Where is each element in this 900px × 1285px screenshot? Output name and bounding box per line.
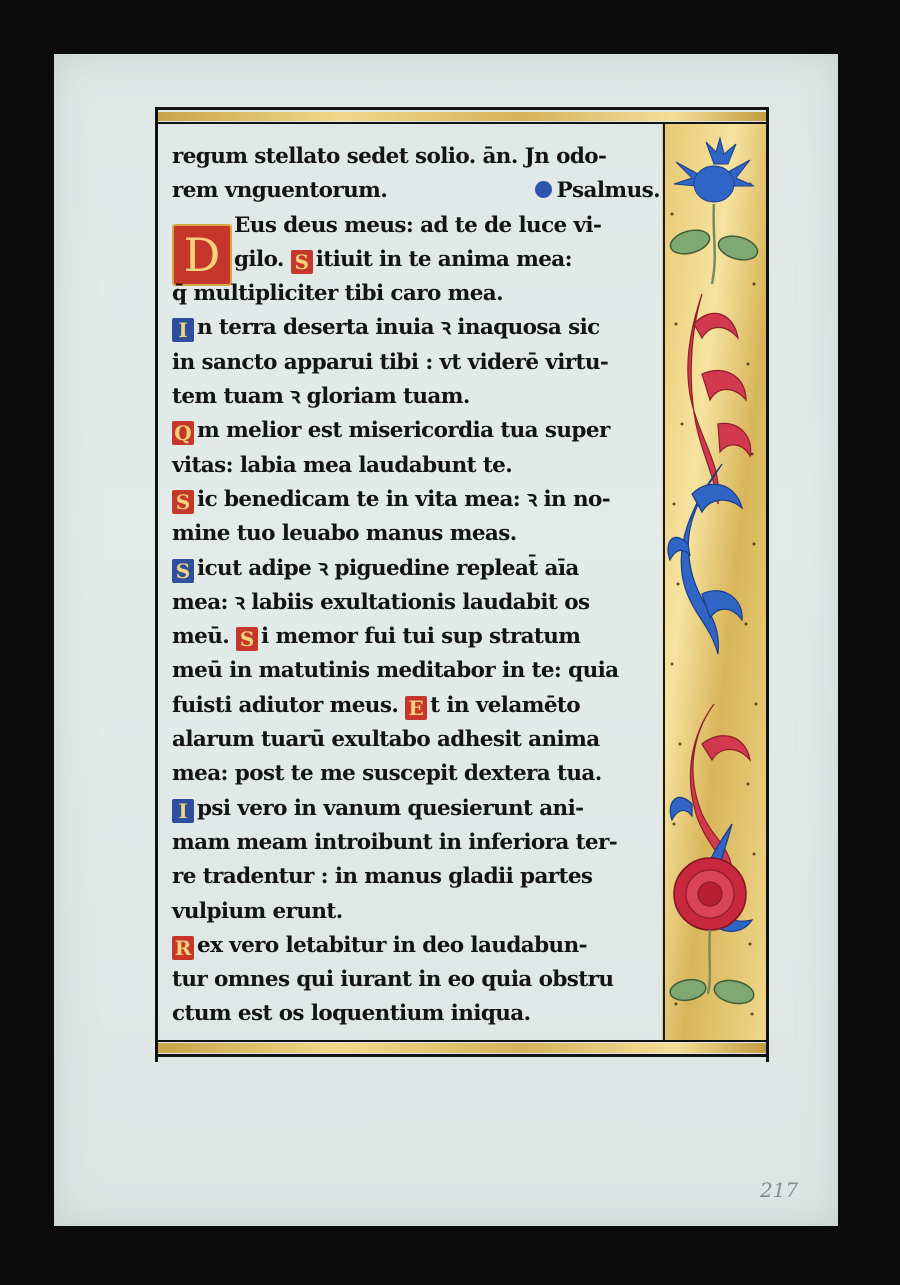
line-text: vulpium erunt. [172, 898, 343, 924]
text-line [172, 860, 660, 894]
line-text: mea: ꝛ labiis exultationis laudabit os [172, 589, 590, 615]
frame-bottom-inner-rule [155, 1040, 769, 1042]
line-text: re tradentur : in manus gladii partes [172, 864, 593, 890]
line-text: m melior est misericordia tua super [197, 418, 610, 444]
line-text-2: i memor fui tui sup stratum [261, 624, 581, 650]
rubric-initial-r: R [172, 936, 194, 960]
text-line [172, 174, 660, 208]
text-line [172, 929, 660, 963]
frame-left-rule [155, 107, 158, 1062]
text-line [172, 243, 660, 277]
line-text: Eus deus meus: ad te de luce vi‑ [234, 212, 602, 238]
rubric-initial-i: I [172, 799, 194, 823]
text-line [172, 517, 660, 551]
gold-bottom-band [158, 1043, 766, 1053]
line-text: in sancto apparui tibi : vt viderē virtu‑ [172, 349, 609, 375]
frame-right-rule [766, 107, 769, 1062]
text-line [172, 757, 660, 791]
line-text: psi vero in vanum quesierunt ani‑ [197, 795, 584, 821]
text-line [172, 689, 660, 723]
line-text: q̄ multipliciter tibi caro mea. [172, 281, 504, 307]
paragraph-mark-icon [535, 181, 552, 198]
text-line [172, 723, 660, 757]
line-text-2: t in velamēto [430, 692, 580, 718]
line-text: n terra deserta inuia ꝛ inaquosa sic [197, 315, 600, 341]
line-text: alarum tuarū exultabo adhesit anima [172, 727, 600, 753]
text-line [172, 620, 660, 654]
text-line [172, 346, 660, 380]
line-text: tem tuam ꝛ gloriam tuam. [172, 384, 470, 410]
text-line [172, 483, 660, 517]
line-text: ex vero letabitur in deo laudabun‑ [197, 932, 587, 958]
text-line [172, 140, 660, 174]
rubric-initial-q: Q [172, 421, 194, 445]
line-text: meū. [172, 624, 230, 650]
rubric-initial-i: I [172, 318, 194, 342]
line-text: mine tuo leuabo manus meas. [172, 521, 517, 547]
gold-top-band [158, 112, 766, 121]
frame-top-rule [155, 107, 769, 110]
floral-border-panel [662, 124, 766, 1040]
text-line [172, 449, 660, 483]
rubric-initial-s: S [291, 250, 313, 274]
text-line [172, 826, 660, 860]
line-text-2: itiuit in te anima mea: [315, 246, 572, 272]
rubric-initial-s: S [172, 490, 194, 514]
text-line [172, 414, 660, 448]
line-text: fuisti adiutor meus. [172, 692, 399, 718]
line-text: tur omnes qui iurant in eo quia obstru [172, 967, 614, 993]
line-text: meū in matutinis meditabor in te: quia [172, 658, 619, 684]
rubric-initial-s: S [172, 559, 194, 583]
text-line [172, 997, 660, 1031]
text-line [172, 654, 660, 688]
line-text: rem vnguentorum. [172, 178, 388, 204]
text-line [172, 895, 660, 929]
line-text: icut adipe ꝛ piguedine repleat̄ aīa [197, 555, 579, 581]
frame-bottom-rule [155, 1054, 769, 1057]
text-line [172, 311, 660, 345]
line-text: regum stellato sedet solio. ān. Jn odo‑ [172, 144, 607, 169]
line-text: ic benedicam te in vita mea: ꝛ in no‑ [197, 486, 611, 512]
text-line [172, 586, 660, 620]
line-text: gilo. [234, 246, 284, 272]
line-tail-text: Psalmus. [556, 178, 660, 204]
rubric-initial-s: S [236, 627, 258, 651]
folio-number: 217 [760, 1178, 799, 1202]
illuminated-initial-d: D [172, 224, 232, 286]
manuscript-text [172, 140, 660, 1032]
line-text: ctum est os loquentium iniqua. [172, 1001, 531, 1027]
text-line [172, 380, 660, 414]
text-line [172, 552, 660, 586]
rubric-initial-e: E [405, 696, 427, 720]
text-line [172, 277, 660, 311]
psalmus-rubric [535, 174, 660, 208]
text-line [172, 963, 660, 997]
line-text: mam meam introibunt in inferiora ter‑ [172, 829, 618, 855]
line-text: vitas: labia mea laudabunt te. [172, 452, 513, 478]
text-line [172, 209, 660, 243]
line-text: mea: post te me suscepit dextera tua. [172, 761, 602, 787]
text-line [172, 792, 660, 826]
